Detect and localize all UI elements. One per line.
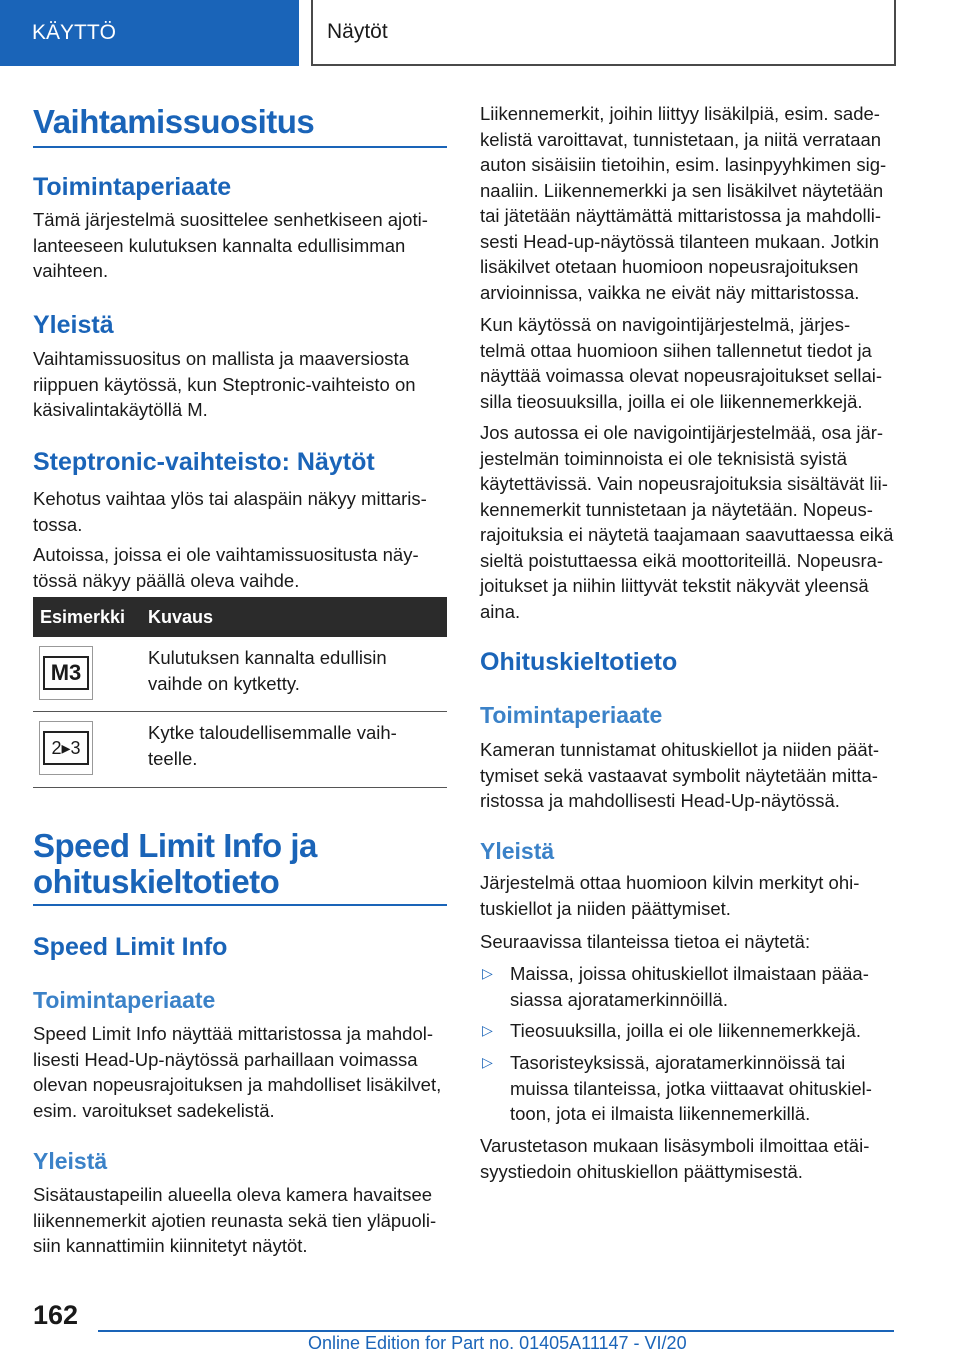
header-section: KÄYTTÖ xyxy=(0,0,299,66)
right-para-2: Kun käytössä on navigointijärjestelmä, järjes- telmä ottaa huomioon siihen tallennetut tiedot ja näyttää voimassa olevat nopeusrajoitukset sellai- silla tieosuuksilla, joilla ei ole liikennemerkkejä. xyxy=(480,314,883,412)
gear-shift-icon: 2▸3 xyxy=(39,721,93,775)
heading-steptronic: Steptronic-vaihteisto: Näytöt xyxy=(33,448,375,476)
table-header xyxy=(33,597,447,637)
heading-sli-general: Yleistä xyxy=(33,1148,108,1174)
table-col-description: Kuvaus xyxy=(148,607,214,627)
overtaking-principle-text: Kameran tunnistamat ohituskiellot ja niiden päät- tymiset sekä vastaavat symbolit näytetään mitta- ristossa ja mahdollisesti Head-Up-näytössä. xyxy=(480,739,880,811)
list-item: ▷ Tasoristeyksissä, ajoratamerkinnöissä tai muissa tilanteissa, jotka viittaavat ohituskiel- toon, jota ei ilmaista liikennemerkillä. xyxy=(482,1052,872,1124)
overtaking-general-text: Järjestelmä ottaa huomioon kilvin merkityt ohi- tuskiellot ja niiden päättymiset. xyxy=(480,872,860,919)
right-para-3: Jos autossa ei ole navigointijärjestelmää, osa jär- jestelmän toiminnoista ei ole teknisistä syistä käytettävissä. Vain nopeusrajoituksia sisältävät lii- kennemerkit tunnistetaan ja näytetään. Nopeus- rajoituksia ei näytetä taajamaan saavuttaessa eikä sieltä poistuttaessa eikä moottoriteillä. Nopeusra- joitukset ja niihin liittyvät tekstit näkyvät yleensä aina. xyxy=(480,422,894,622)
table-bottom-divider xyxy=(33,787,447,788)
heading-overtaking-principle: Toimintaperiaate xyxy=(480,702,663,728)
final-text: Varustetason mukaan lisäsymboli ilmoittaa etäi- syystiedoin ohituskiellon päättymisestä. xyxy=(480,1135,870,1182)
table-row-1-desc: Kulutuksen kannalta edullisin vaihde on kytketty. xyxy=(148,647,387,694)
gear-m3-icon: M3 xyxy=(39,646,93,700)
list-item: ▷ Tieosuuksilla, joilla ei ole liikennemerkkejä. xyxy=(480,1018,896,1044)
header-chapter: Näytöt xyxy=(311,0,896,66)
table-col-example: Esimerkki xyxy=(40,607,126,627)
heading-overtaking-general: Yleistä xyxy=(480,838,555,864)
steptronic-text-2: Autoissa, joissa ei ole vaihtamissuositusta näy- tössä näkyy päällä oleva vaihde. xyxy=(33,544,419,591)
heading-overtaking: Ohituskieltotieto xyxy=(480,648,678,676)
sli-general-text: Sisätaustapeilin alueella oleva kamera havaitsee liikennemerkit ajotien reunasta sekä tien yläpuoli- siin kannattimiin kiinnitetyt näytöt. xyxy=(33,1184,437,1256)
heading-principle: Toimintaperiaate xyxy=(33,173,232,201)
title-rule xyxy=(33,146,447,148)
steptronic-text-1: Kehotus vaihtaa ylös tai alaspäin näkyy mittaris- tossa. xyxy=(33,488,427,535)
list-item: ▷ Maissa, joissa ohituskiellot ilmaistaan pääa- siassa ajoratamerkinnöillä. xyxy=(482,963,869,1010)
heading-speed-limit-info: Speed Limit Info xyxy=(33,933,228,961)
sli-principle-text: Speed Limit Info näyttää mittaristossa ja mahdol- lisesti Head-Up-näytössä parhaillaan voimassa olevan nopeusrajoituksen ja mahdolliset lisäkilvet, esim. varoitukset sadekelistä. xyxy=(33,1023,442,1121)
footer-rule xyxy=(98,1330,894,1332)
bullet-triangle-icon: ▷ xyxy=(482,1022,493,1038)
heading-sli-principle: Toimintaperiaate xyxy=(33,987,216,1013)
principle-text: Tämä järjestelmä suosittelee senhetkiseen ajoti- lanteeseen kulutuksen kannalta edullisimman vaihteen. xyxy=(33,209,428,281)
general-text: Vaihtamissuositus on mallista ja maaversiosta riippuen käytössä, kun Steptronic-vaihteisto on käsivalintakäytöllä M. xyxy=(33,348,416,420)
table-row-divider xyxy=(33,711,447,712)
title-rule-2 xyxy=(33,904,447,906)
heading-general: Yleistä xyxy=(33,311,114,339)
section-title-speed-limit: Speed Limit Info ja ohituskieltotieto xyxy=(33,827,317,900)
section-title-gear-recommendation: Vaihtamissuositus xyxy=(33,103,315,140)
page-number: 162 xyxy=(33,1300,79,1330)
bullet-triangle-icon: ▷ xyxy=(482,965,493,981)
bullet-triangle-icon: ▷ xyxy=(482,1054,493,1070)
right-para-1: Liikennemerkit, joihin liittyy lisäkilpiä, esim. sade- kelistä varoittavat, tunnistetaan, ja niitä verrataan auton sisäisiin tietoihin, esim. lasinpyyhkimen sig- naaliin. Liikennemerkki ja sen lisäkilvet näytetään tai jätetään näyttämättä mittaristossa ja mahdolli- sesti Head-up-näytössä tilanteen mukaan. Jotkin lisäkilvet otetaan huomioon nopeusrajoituksen arvioinnissa, vaikka ne eivät näy mittaristossa. xyxy=(480,103,887,303)
table-row-2-desc: Kytke taloudellisemmalle vaih- teelle. xyxy=(148,722,397,769)
footer-edition: Online Edition for Part no. 01405A11147 - VI/20 xyxy=(308,1333,687,1353)
overtaking-list-intro: Seuraavissa tilanteissa tietoa ei näytetä: xyxy=(480,931,811,952)
